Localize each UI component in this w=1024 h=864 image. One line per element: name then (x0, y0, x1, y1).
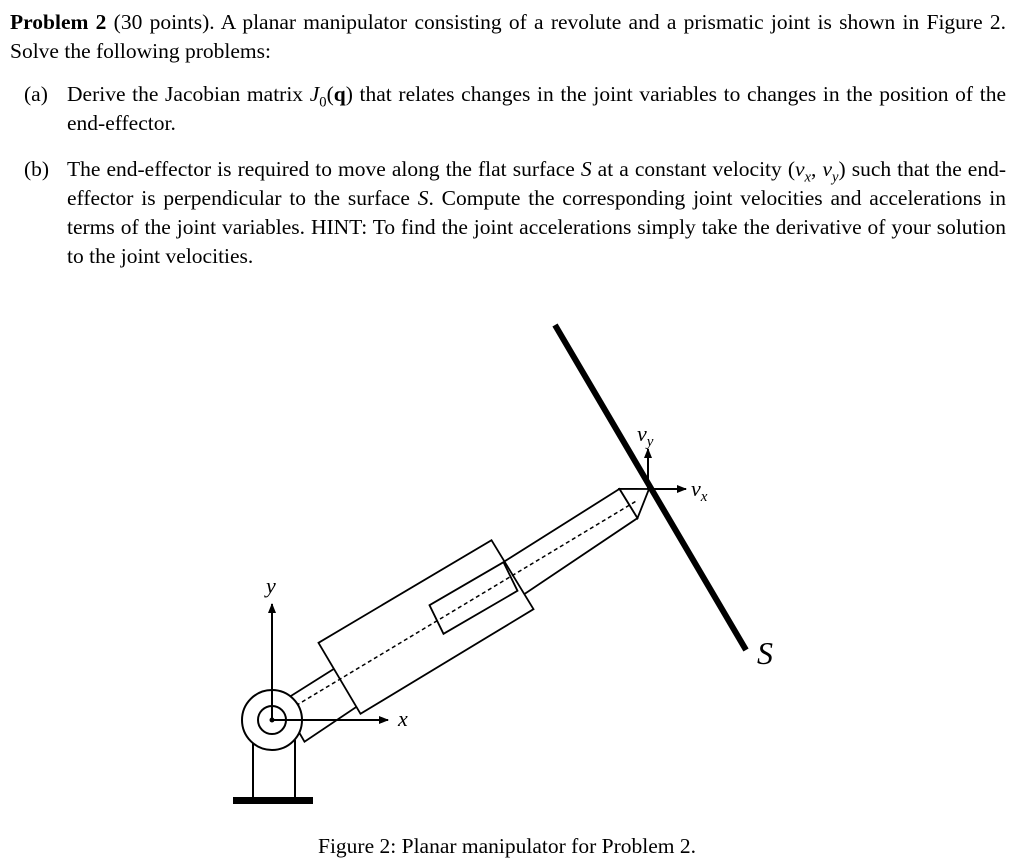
surface-symbol-1: S (580, 157, 592, 181)
velocity-comma: , (811, 157, 823, 181)
label-x: x (398, 706, 408, 731)
label-vx-v: v (691, 476, 701, 501)
surface-line (555, 325, 746, 650)
jacobian-subscript: 0 (319, 94, 327, 111)
problem-parts (10, 80, 1006, 271)
velocity-v1: v (795, 157, 805, 181)
figure-caption: Figure 2: Planar manipulator for Problem 2. (318, 834, 696, 858)
problem-intro (10, 8, 1006, 66)
problem-points: (30 points). (113, 10, 215, 34)
velocity-v2: v (822, 157, 833, 181)
part-b-text-3: ) such that the end-effector is perpendicular to the surface (67, 157, 1007, 210)
label-vy-sub: y (646, 434, 654, 450)
manipulator-figure (0, 300, 1024, 830)
problem-title: Problem 2 (10, 10, 107, 34)
open-paren: ( (326, 82, 334, 106)
part-a-label: (a) (24, 82, 48, 106)
label-vx (691, 476, 708, 505)
velocity-v2-sub: y (832, 169, 839, 186)
part-b-label: (b) (24, 157, 50, 181)
part-b (10, 155, 1006, 271)
label-vx-sub: x (700, 489, 708, 505)
close-paren: ) (345, 82, 353, 106)
joint-vector-q: q (333, 82, 346, 106)
surface-symbol-2: S (417, 186, 429, 210)
label-y: y (266, 573, 276, 598)
part-b-text-1: The end-effector is required to move along the flat surface (67, 157, 581, 181)
part-b-text-2: at a constant velocity ( (591, 157, 795, 181)
part-a-text-before: Derive the Jacobian matrix (67, 82, 310, 106)
label-vy-v: v (637, 421, 647, 446)
problem-statement (10, 8, 1006, 288)
jacobian-symbol: J (309, 82, 320, 106)
velocity-v1-sub: x (804, 169, 812, 186)
part-a-text-after: that relates changes in the joint variables to changes in the position of the end-effector. (67, 82, 1006, 135)
label-surface: S (757, 635, 773, 671)
label-vy (637, 421, 654, 450)
part-a (10, 80, 1006, 138)
problem-intro-text: A planar manipulator consisting of a revolute and a prismatic joint is shown in Figure 2. Solve the following problems: (10, 10, 1006, 63)
part-b-text-4: . Compute the corresponding joint velocities and accelerations in terms of the joint variables. HINT: To find the joint accelerations simply take the derivative of your solution to the joint velocities. (67, 186, 1006, 268)
ground-bar (233, 797, 313, 804)
